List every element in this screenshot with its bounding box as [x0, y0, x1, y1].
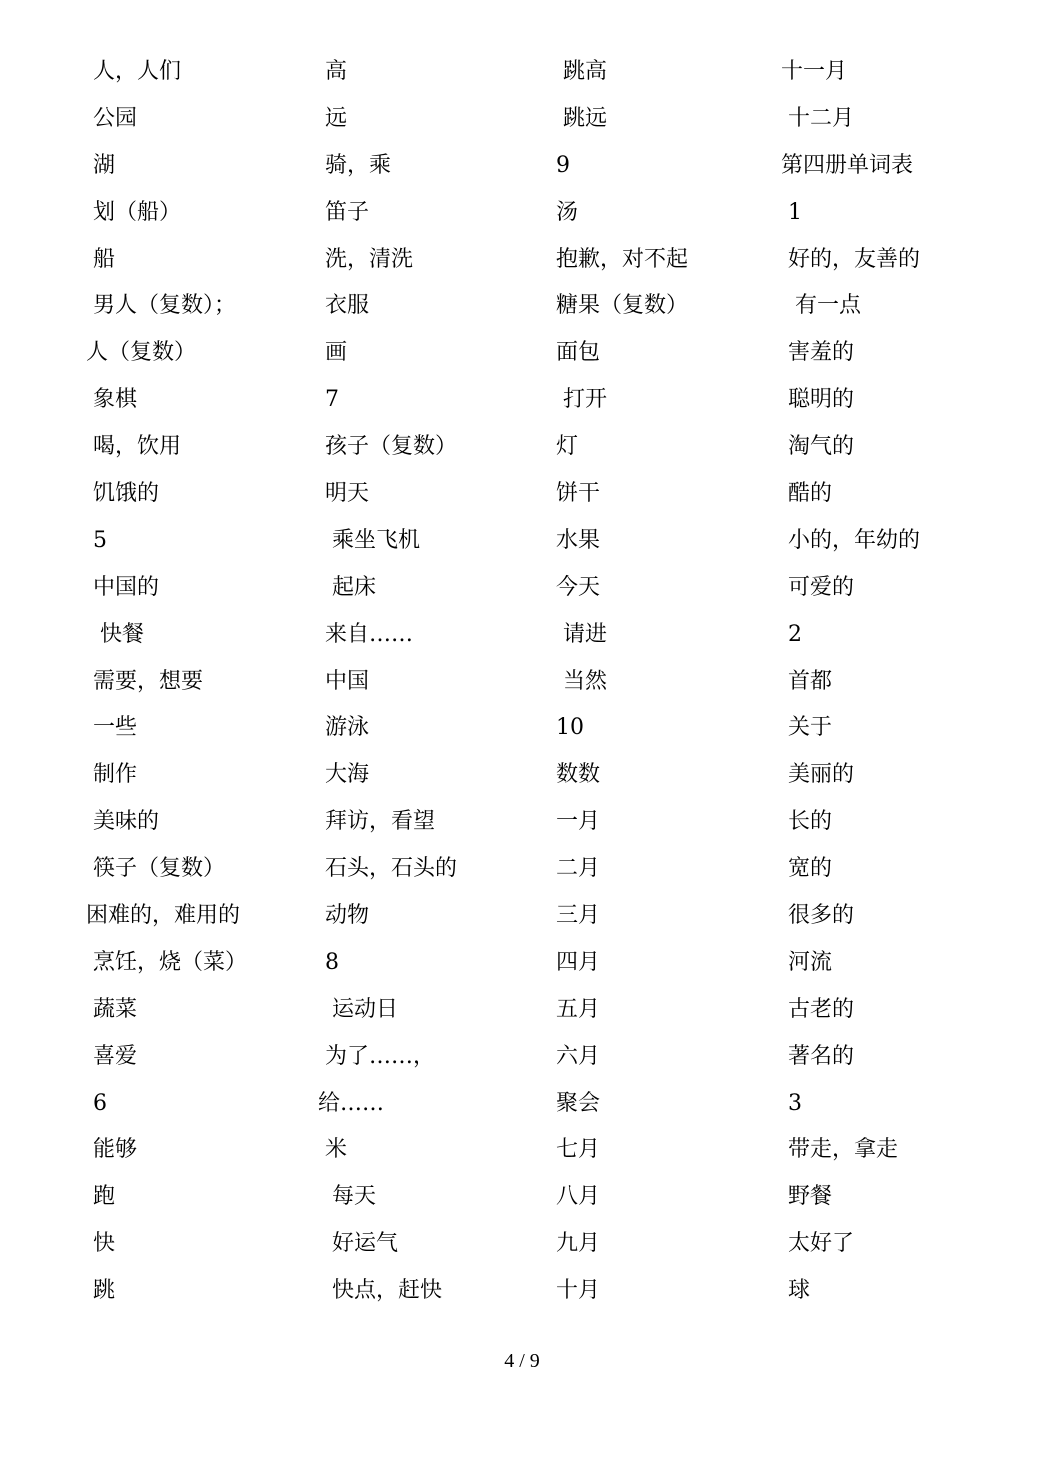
word-entry: 二月: [549, 856, 600, 882]
word-entry: 筷子（复数）: [86, 856, 225, 882]
word-entry: 长的: [781, 809, 832, 835]
word-entry: 美丽的: [781, 762, 854, 788]
word-entry: 一些: [86, 715, 137, 741]
word-entry: 河流: [781, 949, 832, 975]
word-entry: 来自……: [318, 621, 413, 647]
word-entry: 聚会: [549, 1090, 600, 1116]
vocabulary-column-1: [86, 55, 306, 1321]
word-entry: 害羞的: [781, 340, 854, 366]
word-entry: 男人（复数）；: [86, 293, 236, 319]
word-entry: 带走，拿走: [781, 1137, 898, 1163]
word-entry: 九月: [549, 1231, 600, 1257]
word-entry: 烹饪，烧（菜）: [86, 949, 247, 975]
word-entry: 骑，乘: [318, 152, 391, 178]
word-entry: 请进: [549, 621, 607, 647]
word-entry: 球: [781, 1278, 810, 1304]
word-entry: 喜爱: [86, 1043, 137, 1069]
word-entry: 十一月: [781, 59, 848, 84]
word-entry: 聪明的: [781, 387, 854, 413]
word-entry: 米: [318, 1137, 347, 1163]
word-entry: 象棋: [86, 387, 137, 413]
word-entry: 当然: [549, 668, 607, 694]
word-entry: 第四册单词表: [781, 152, 914, 178]
word-entry: 石头，石头的: [318, 856, 457, 882]
word-entry: 四月: [549, 949, 600, 975]
word-entry: 跳: [86, 1278, 115, 1304]
word-entry: 3: [781, 1090, 802, 1116]
word-entry: 很多的: [781, 903, 854, 929]
page-number: 4 / 9: [504, 1350, 540, 1372]
word-entry: 游泳: [318, 715, 369, 741]
word-entry: 每天: [318, 1184, 376, 1210]
word-entry: 人，人们: [86, 59, 181, 84]
word-entry: 跑: [86, 1184, 115, 1210]
word-entry: 乘坐飞机: [318, 527, 420, 553]
word-entry: 中国: [318, 668, 369, 694]
word-entry: 5: [86, 527, 107, 553]
word-entry: 小的，年幼的: [781, 527, 920, 553]
word-entry: 著名的: [781, 1043, 854, 1069]
word-entry: 六月: [549, 1043, 600, 1069]
word-entry: 太好了: [781, 1231, 854, 1257]
word-entry: 7: [318, 387, 339, 413]
word-entry: 大海: [318, 762, 369, 788]
word-entry: 明天: [318, 481, 369, 507]
word-entry: 能够: [86, 1137, 137, 1163]
word-entry: 1: [781, 199, 802, 225]
word-entry: 酷的: [781, 481, 832, 507]
word-entry: 有一点: [781, 293, 861, 319]
word-entry: 今天: [549, 574, 600, 600]
word-entry: 起床: [318, 574, 376, 600]
word-entry: 需要，想要: [86, 668, 203, 694]
word-entry: 打开: [549, 387, 607, 413]
word-entry: 给……: [318, 1090, 385, 1116]
word-entry: 人（复数）: [86, 340, 197, 366]
word-entry: 困难的，难用的: [86, 903, 241, 929]
word-entry: 跳高: [549, 59, 607, 84]
word-entry: 公园: [86, 105, 137, 131]
word-entry: 数数: [549, 762, 600, 788]
word-entry: 洗，清洗: [318, 246, 413, 272]
word-entry: 中国的: [86, 574, 159, 600]
word-entry: 饥饿的: [86, 481, 159, 507]
word-entry: 高: [318, 59, 347, 84]
word-entry: 9: [549, 152, 570, 178]
word-entry: 8: [318, 949, 339, 975]
word-entry: 画: [318, 340, 347, 366]
word-entry: 10: [549, 715, 584, 741]
word-entry: 拜访，看望: [318, 809, 435, 835]
word-entry: 抱歉，对不起: [549, 246, 688, 272]
word-entry: 宽的: [781, 856, 832, 882]
word-entry: 十月: [549, 1278, 600, 1304]
word-entry: 孩子（复数）: [318, 434, 457, 460]
vocabulary-column-2: [318, 55, 538, 1321]
word-entry: 快: [86, 1231, 115, 1257]
word-entry: 八月: [549, 1184, 600, 1210]
word-entry: 灯: [549, 434, 578, 460]
word-entry: 好运气: [318, 1231, 398, 1257]
word-entry: 饼干: [549, 481, 600, 507]
word-entry: 首都: [781, 668, 832, 694]
word-entry: 关于: [781, 715, 832, 741]
word-entry: 快点，赶快: [318, 1278, 442, 1304]
word-entry: 喝，饮用: [86, 434, 181, 460]
word-entry: 跳远: [549, 105, 607, 131]
word-entry: 野餐: [781, 1184, 832, 1210]
word-entry: 十二月: [781, 105, 854, 131]
word-entry: 动物: [318, 903, 369, 929]
word-entry: 一月: [549, 809, 600, 835]
word-entry: 船: [86, 246, 115, 272]
word-entry: 6: [86, 1090, 107, 1116]
word-entry: 为了……，: [318, 1043, 435, 1069]
word-entry: 淘气的: [781, 434, 854, 460]
word-entry: 快餐: [86, 621, 144, 647]
word-entry: 运动日: [318, 996, 398, 1022]
word-entry: 划（船）: [86, 199, 181, 225]
vocabulary-column-4: [781, 55, 1021, 1321]
word-entry: 汤: [549, 199, 578, 225]
word-entry: 水果: [549, 527, 600, 553]
word-entry: 七月: [549, 1137, 600, 1163]
word-entry: 2: [781, 621, 802, 647]
word-entry: 可爱的: [781, 574, 854, 600]
word-entry: 好的，友善的: [781, 246, 920, 272]
vocabulary-column-3: [549, 55, 769, 1321]
word-entry: 面包: [549, 340, 600, 366]
word-entry: 笛子: [318, 199, 369, 225]
word-entry: 蔬菜: [86, 996, 137, 1022]
word-entry: 三月: [549, 903, 600, 929]
word-entry: 远: [318, 105, 347, 131]
word-entry: 衣服: [318, 293, 369, 319]
word-entry: 五月: [549, 996, 600, 1022]
word-entry: 湖: [86, 152, 115, 178]
word-entry: 古老的: [781, 996, 854, 1022]
word-entry: 糖果（复数）: [549, 293, 688, 319]
word-entry: 美味的: [86, 809, 159, 835]
word-entry: 制作: [86, 762, 137, 788]
